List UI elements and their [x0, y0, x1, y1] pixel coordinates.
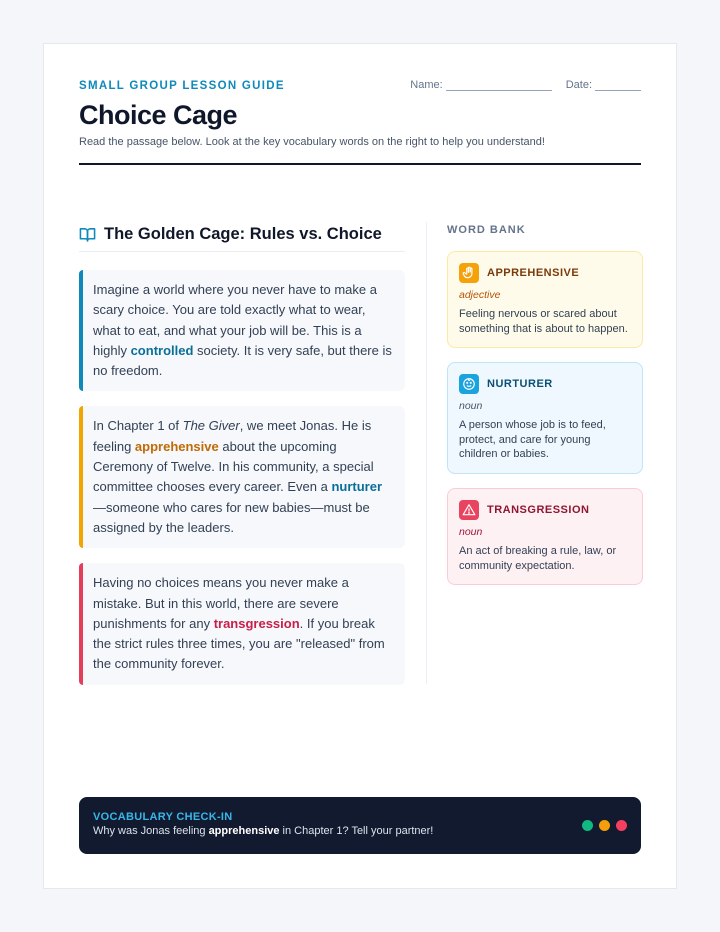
paragraph-text: . If you break the strict rules three times, you are "released" from the community forever. — [93, 615, 385, 672]
word-card-apprehensive — [447, 251, 643, 348]
section-heading — [79, 224, 405, 248]
amber-dot — [599, 820, 610, 831]
word-definition: Feeling nervous or scared about something that is about to happen. — [459, 308, 628, 335]
check-in-prompt — [93, 825, 627, 837]
header-divider — [79, 163, 641, 165]
eyebrow-label: SMALL GROUP LESSON GUIDE — [79, 80, 285, 92]
keyword-transgression: transgression — [213, 615, 300, 631]
word-definition: A person whose job is to feed, protect, and care for young children or babies. — [459, 419, 606, 461]
name-label: Name: — [410, 79, 443, 91]
word-term: NURTURER — [487, 378, 553, 391]
lesson-page — [43, 43, 677, 889]
word-card-transgression — [447, 488, 643, 585]
word-term: APPREHENSIVE — [487, 267, 580, 279]
prompt-text: in Chapter 1? Tell your partner! — [279, 825, 434, 837]
open-book-icon — [79, 227, 96, 242]
word-term: TRANSGRESSION — [487, 503, 590, 516]
keyword-nurturer: nurturer — [331, 479, 383, 495]
passage-column — [79, 224, 405, 700]
check-in-title: VOCABULARY CHECK-IN — [93, 811, 233, 823]
paragraph-text: In Chapter 1 of — [93, 418, 183, 434]
paragraph-text: Imagine a world where you never have to make a scary choice. You are told exactly what to wear, what to eat, and what your job will be. This is a highly — [93, 282, 377, 358]
paragraph-text: society. It is very safe, but there is no freedom. — [93, 342, 392, 379]
paragraph-text: , we meet Jonas. He is feeling — [93, 418, 372, 454]
paragraph-text: Having no choices means you never make a mistake. But in this world, there are severe punishments for any — [93, 575, 349, 631]
part-of-speech: noun — [459, 525, 483, 538]
page-title: Choice Cage — [79, 100, 238, 130]
green-dot — [582, 820, 593, 831]
baby-face-icon — [459, 374, 479, 394]
paragraph-text: about the upcoming Ceremony of Twelve. In his community, a special committee chooses every career. Even a — [93, 438, 374, 495]
word-card-nurturer — [447, 362, 643, 474]
passage-paragraph-1 — [79, 270, 405, 391]
word-bank — [447, 224, 643, 599]
date-label: Date: — [565, 79, 592, 91]
keyword-apprehensive: apprehensive — [134, 438, 219, 454]
column-divider — [426, 222, 427, 684]
passage-paragraph-3 — [79, 563, 405, 684]
keyword-controlled: controlled — [130, 342, 194, 358]
prompt-text: Why was Jonas feeling — [93, 825, 209, 837]
part-of-speech: adjective — [459, 289, 501, 301]
name-blank[interactable] — [446, 79, 552, 91]
paragraph-text: —someone who cares for new babies—must be assigned by the leaders. — [93, 499, 370, 535]
page-subtitle: Read the passage below. Look at the key vocabulary words on the right to help you understand! — [79, 136, 545, 148]
rose-dot — [616, 820, 627, 831]
word-bank-title: WORD BANK — [447, 224, 526, 236]
date-blank[interactable] — [595, 79, 641, 91]
section-divider — [79, 251, 405, 252]
section-title: The Golden Cage: Rules vs. Choice — [104, 224, 382, 243]
name-date-fields — [410, 79, 641, 91]
warning-triangle-icon — [459, 500, 479, 520]
word-definition: An act of breaking a rule, law, or community expectation. — [459, 544, 617, 572]
passage-paragraph-2 — [79, 406, 405, 548]
book-title: The Giver — [182, 418, 240, 434]
part-of-speech: noun — [459, 400, 483, 413]
decorative-dots — [576, 820, 627, 831]
prompt-keyword: apprehensive — [208, 825, 280, 837]
nervous-hand-icon — [459, 263, 479, 283]
vocabulary-check-in-banner — [79, 797, 641, 854]
